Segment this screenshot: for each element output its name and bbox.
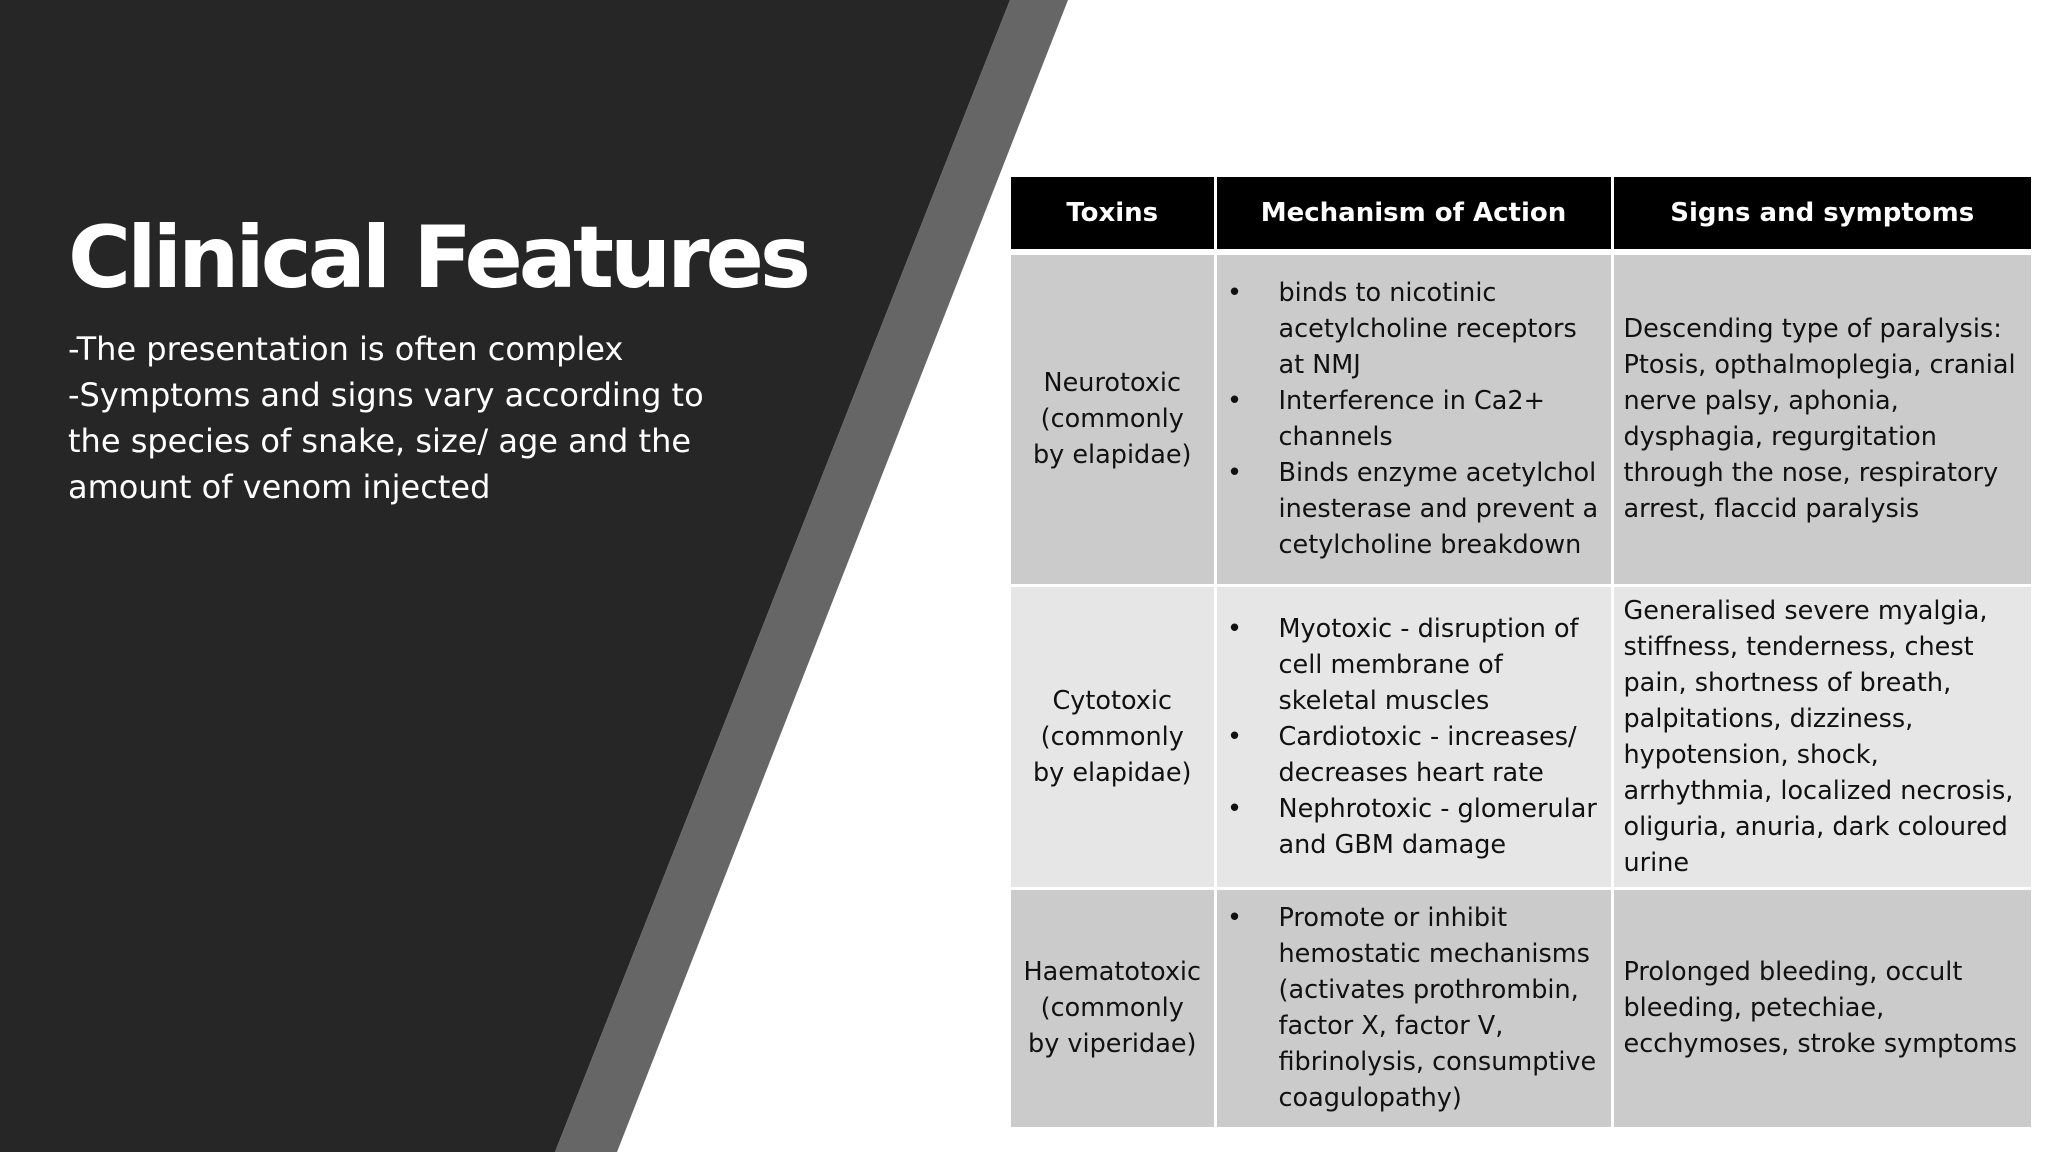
toxin-name: Neurotoxic [1043,368,1181,399]
mechanism-text: Binds enzyme acetylcholinesterase and prevent acetylcholine breakdown [1278,458,1599,561]
toxin-cell [1011,888,1215,1128]
intro-line: -The presentation is often complex [68,330,624,368]
mechanism-item: • Myotoxic - disruption of cell membrane of skeletal muscles [1227,611,1601,719]
toxin-source: (commonly [1040,721,1184,752]
toxin-source: by elapidae) [1032,757,1192,788]
table-header-row [1011,177,2031,252]
toxin-cell [1011,252,1215,585]
table-row-neurotoxic [1011,252,2031,585]
signs-cell: Prolonged bleeding, occult bleeding, petechiae, ecchymoses, stroke symptoms [1612,888,2031,1128]
toxin-name: Haematotoxic [1023,957,1202,987]
mechanism-list [1227,275,1601,563]
intro-line: the species of snake, size/ age and the [68,422,692,460]
header-mechanism: Mechanism of Action [1215,177,1612,252]
toxin-source: by viperidae) [1028,1029,1197,1059]
intro-line: -Symptoms and signs vary according to [68,376,704,414]
intro-line: amount of venom injected [68,468,491,506]
slide-title: Clinical Features [68,208,808,308]
mechanism-cell [1215,252,1612,585]
mechanism-item [1227,455,1601,563]
toxin-source: (commonly [1040,404,1184,435]
toxin-name: Cytotoxic [1052,685,1172,716]
mechanism-cell [1215,888,1612,1128]
header-signs: Signs and symptoms [1612,177,2031,252]
table-row-haematotoxic [1011,888,2031,1128]
mechanism-item: • Interference in Ca2+ channels [1227,383,1601,455]
mechanism-list [1227,900,1601,1116]
intro-text [68,326,718,510]
header-toxins: Toxins [1011,177,1215,252]
mechanism-item: • binds to nicotinic acetylcholine receptors at NMJ [1227,275,1601,383]
mechanism-cell [1215,585,1612,888]
mechanism-item: • Nephrotoxic - glomerular and GBM damage [1227,791,1601,863]
toxin-cell [1011,585,1215,888]
mechanism-item: • Promote or inhibit hemostatic mechanisms (activates prothrombin, factor X, factor V, fibrinolysis, consumptive coagulopathy) [1227,900,1601,1116]
toxin-source: (commonly [1040,993,1184,1023]
mechanism-item: • Cardiotoxic - increases/ decreases heart rate [1227,719,1601,791]
mechanism-list [1227,611,1601,863]
signs-cell: Generalised severe myalgia, stiffness, tenderness, chest pain, shortness of breath, palpitations, dizziness, hypotension, shock, arrhythmia, localized necrosis, oliguria, anuria, dark coloured urine [1612,585,2031,888]
toxin-table [1011,177,2031,1130]
dark-panel [0,0,1010,1152]
signs-cell: Descending type of paralysis: Ptosis, opthalmoplegia, cranial nerve palsy, aphonia, dysphagia, regurgitation through the nose, respiratory arrest, flaccid paralysis [1612,252,2031,585]
toxin-source: by elapidae) [1032,440,1192,471]
table-row-cytotoxic [1011,585,2031,888]
